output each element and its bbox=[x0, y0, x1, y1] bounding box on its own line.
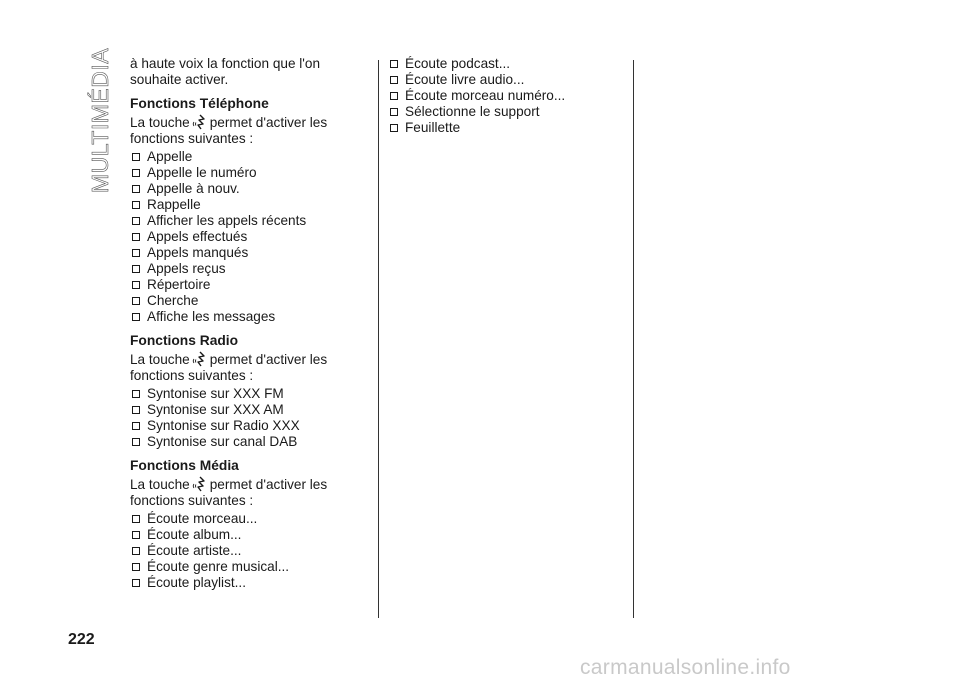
radio-list bbox=[130, 386, 360, 450]
checkbox-bullet-icon bbox=[132, 547, 140, 555]
checkbox-bullet-icon bbox=[132, 265, 140, 273]
checkbox-bullet-icon bbox=[132, 233, 140, 241]
list-item-label: Affiche les messages bbox=[147, 309, 276, 324]
media-text-before: La touche bbox=[130, 477, 190, 492]
list-item bbox=[130, 527, 360, 543]
media-list-continued bbox=[388, 56, 618, 136]
checkbox-bullet-icon bbox=[132, 515, 140, 523]
radio-text-after: permet d'activer les fonctions suivantes : bbox=[130, 352, 328, 383]
list-item bbox=[130, 181, 360, 197]
telephone-section bbox=[130, 96, 360, 325]
list-item bbox=[130, 511, 360, 527]
telephone-text-after: permet d'activer les fonctions suivantes : bbox=[130, 115, 328, 146]
checkbox-bullet-icon bbox=[132, 531, 140, 539]
list-item-label: Écoute podcast... bbox=[405, 56, 511, 71]
list-item-label: Écoute genre musical... bbox=[147, 559, 290, 574]
telephone-description bbox=[130, 114, 360, 147]
checkbox-bullet-icon bbox=[132, 249, 140, 257]
telephone-heading: Fonctions Téléphone bbox=[130, 96, 269, 111]
watermark: carmanualsonline.info bbox=[580, 656, 791, 679]
list-item bbox=[130, 261, 360, 277]
list-item-label: Appels reçus bbox=[147, 261, 226, 276]
list-item-label: Écoute playlist... bbox=[147, 575, 246, 590]
list-item-label: Écoute livre audio... bbox=[405, 72, 525, 87]
list-item bbox=[130, 245, 360, 261]
list-item bbox=[388, 120, 618, 136]
list-item bbox=[388, 88, 618, 104]
list-item bbox=[130, 418, 360, 434]
checkbox-bullet-icon bbox=[132, 422, 140, 430]
list-item-label: Écoute morceau numéro... bbox=[405, 88, 566, 103]
column-divider bbox=[633, 60, 634, 618]
list-item-label: Syntonise sur XXX AM bbox=[147, 402, 284, 417]
checkbox-bullet-icon bbox=[132, 563, 140, 571]
list-item-label: Répertoire bbox=[147, 277, 211, 292]
checkbox-bullet-icon bbox=[390, 124, 398, 132]
telephone-text-before: La touche bbox=[130, 115, 190, 130]
list-item-label: Appelle bbox=[147, 149, 193, 164]
list-item-label: Feuillette bbox=[405, 120, 461, 135]
list-item bbox=[130, 165, 360, 181]
list-item-label: Appels manqués bbox=[147, 245, 249, 260]
list-item-label: Syntonise sur Radio XXX bbox=[147, 418, 300, 433]
media-text-after: permet d'activer les fonctions suivantes : bbox=[130, 477, 328, 508]
list-item-label: Écoute morceau... bbox=[147, 511, 258, 526]
list-item-label: Syntonise sur canal DAB bbox=[147, 434, 298, 449]
list-item bbox=[130, 277, 360, 293]
page-number: 222 bbox=[68, 631, 95, 648]
checkbox-bullet-icon bbox=[132, 438, 140, 446]
checkbox-bullet-icon bbox=[132, 313, 140, 321]
list-item bbox=[130, 543, 360, 559]
list-item bbox=[130, 309, 360, 325]
list-item-label: Écoute artiste... bbox=[147, 543, 242, 558]
list-item-label: Appelle à nouv. bbox=[147, 181, 240, 196]
list-item bbox=[388, 56, 618, 72]
list-item-label: Appels effectués bbox=[147, 229, 248, 244]
media-list bbox=[130, 511, 360, 591]
list-item bbox=[130, 575, 360, 591]
checkbox-bullet-icon bbox=[390, 60, 398, 68]
section-title: MULTIMÉDIA bbox=[87, 47, 114, 193]
column-divider bbox=[378, 60, 379, 618]
radio-description bbox=[130, 351, 360, 384]
checkbox-bullet-icon bbox=[390, 92, 398, 100]
checkbox-bullet-icon bbox=[132, 297, 140, 305]
list-item bbox=[130, 213, 360, 229]
checkbox-bullet-icon bbox=[132, 390, 140, 398]
list-item-label: Cherche bbox=[147, 293, 199, 308]
checkbox-bullet-icon bbox=[132, 185, 140, 193]
checkbox-bullet-icon bbox=[390, 108, 398, 116]
list-item-label: Syntonise sur XXX FM bbox=[147, 386, 284, 401]
checkbox-bullet-icon bbox=[132, 579, 140, 587]
media-heading: Fonctions Média bbox=[130, 458, 239, 473]
list-item-label: Appelle le numéro bbox=[147, 165, 257, 180]
list-item bbox=[130, 402, 360, 418]
column-left bbox=[130, 56, 360, 591]
media-description bbox=[130, 476, 360, 509]
checkbox-bullet-icon bbox=[132, 169, 140, 177]
column-right bbox=[388, 56, 618, 136]
voice-command-icon bbox=[192, 114, 206, 130]
list-item bbox=[130, 293, 360, 309]
checkbox-bullet-icon bbox=[132, 217, 140, 225]
list-item bbox=[130, 149, 360, 165]
voice-command-icon bbox=[192, 351, 206, 367]
list-item-label: Afficher les appels récents bbox=[147, 213, 307, 228]
list-item-label: Écoute album... bbox=[147, 527, 242, 542]
list-item bbox=[130, 386, 360, 402]
list-item bbox=[388, 104, 618, 120]
radio-heading: Fonctions Radio bbox=[130, 333, 239, 348]
list-item bbox=[130, 559, 360, 575]
voice-command-icon bbox=[192, 476, 206, 492]
list-item bbox=[130, 434, 360, 450]
media-section bbox=[130, 458, 360, 591]
telephone-list bbox=[130, 149, 360, 325]
checkbox-bullet-icon bbox=[132, 281, 140, 289]
list-item bbox=[130, 229, 360, 245]
checkbox-bullet-icon bbox=[132, 406, 140, 414]
list-item bbox=[388, 72, 618, 88]
list-item-label: Sélectionne le support bbox=[405, 104, 540, 119]
radio-text-before: La touche bbox=[130, 352, 190, 367]
intro-text: à haute voix la fonction que l'on souhaite activer. bbox=[130, 56, 321, 87]
checkbox-bullet-icon bbox=[390, 76, 398, 84]
checkbox-bullet-icon bbox=[132, 153, 140, 161]
radio-section bbox=[130, 333, 360, 450]
checkbox-bullet-icon bbox=[132, 201, 140, 209]
list-item bbox=[130, 197, 360, 213]
list-item-label: Rappelle bbox=[147, 197, 201, 212]
